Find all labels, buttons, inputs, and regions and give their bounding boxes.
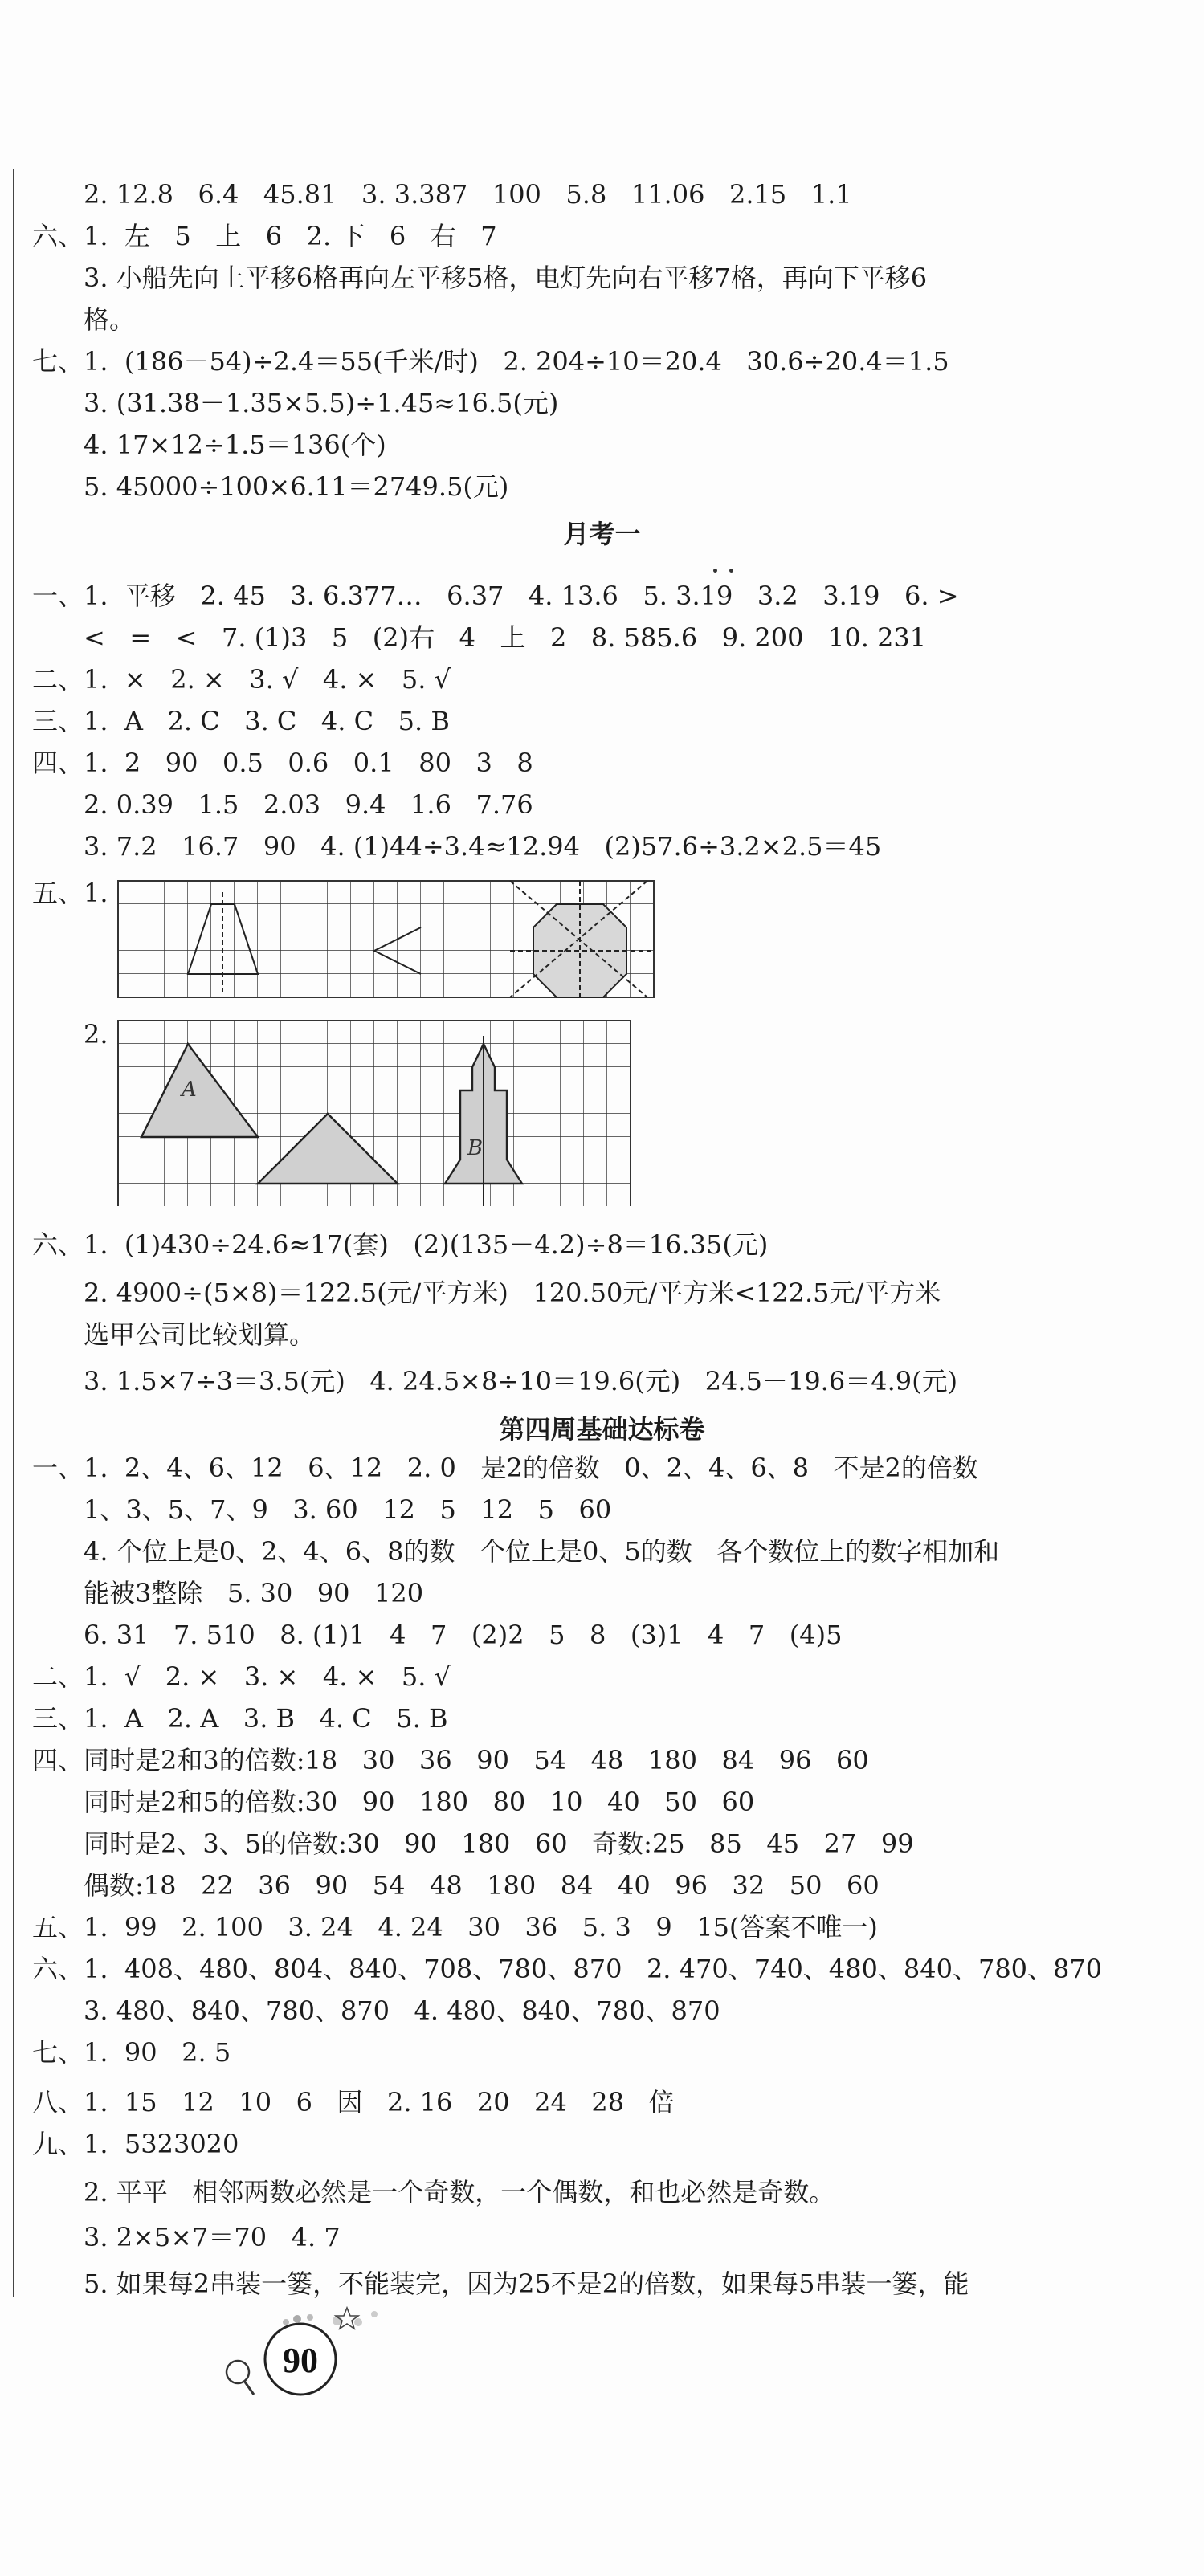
answer-line: 3. (31.38－1.35×5.5)÷1.45≈16.5(元): [84, 388, 559, 418]
octagon-shape: [533, 904, 626, 997]
star-icon: [336, 2308, 358, 2329]
answer-line: 2. 0.39 1.5 2.03 9.4 1.6 7.76: [84, 789, 533, 820]
answer-line: 2. 平平 相邻两数必然是一个奇数，一个偶数，和也必然是奇数。: [84, 2177, 835, 2207]
grid-figure-1: [117, 880, 676, 1004]
section-title: 月考一: [563, 519, 641, 549]
answer-line: 二、1. × 2. × 3. √ 4. × 5. √: [32, 664, 451, 695]
answer-line: 五、1. 99 2. 100 3. 24 4. 24 30 36 5. 3 9 15(答案不唯一): [32, 1912, 878, 1942]
figure-label-b: B: [467, 1136, 484, 1160]
answer-line: 三、1. A 2. C 3. C 4. C 5. B: [32, 706, 450, 736]
answer-line: 4. 17×12÷1.5＝136(个): [84, 430, 386, 460]
answer-line: 四、同时是2和3的倍数:18 30 36 90 54 48 180 84 96 60: [32, 1745, 869, 1775]
answer-line: 同时是2和5的倍数:30 90 180 80 10 40 50 60: [84, 1787, 755, 1817]
margin-rule: [13, 169, 14, 2297]
grid-figure-2: [117, 1020, 647, 1206]
answer-line: 格。: [84, 304, 136, 335]
answer-line: 偶数:18 22 36 90 54 48 180 84 40 96 32 50 60: [84, 1870, 880, 1901]
answer-line: 选甲公司比较划算。: [84, 1319, 316, 1350]
answer-line: 五、1.: [32, 878, 108, 908]
answer-line: 3. 480、840、780、870 4. 480、840、780、870: [84, 1995, 720, 2026]
answer-line: 3. 小船先向上平移6格再向左平移5格，电灯先向右平移7格，再向下平移6: [84, 263, 928, 293]
answer-line: 3. 2×5×7＝70 4. 7: [84, 2222, 341, 2252]
answer-line: 七、1. (186－54)÷2.4＝55(千米/时) 2. 204÷10＝20.4 30.6÷20.4＝1.5: [32, 346, 949, 377]
answer-line: 一、1. 平移 2. 45 3. 6.377… 6.37 4. 13.6 5. 3.19 3.2 3.19 6. >: [32, 581, 959, 611]
answer-line: 九、1. 5323020: [32, 2129, 239, 2159]
answer-line: 3. 7.2 16.7 90 4. (1)44÷3.4≈12.94 (2)57.6÷3.2×2.5＝45: [84, 831, 882, 862]
answer-line: 5. 如果每2串装一篓，不能装完，因为25不是2的倍数，如果每5串装一篓，能: [84, 2268, 969, 2299]
answer-line: 一、1. 2、4、6、12 6、12 2. 0 是2的倍数 0、2、4、6、8 不是2的倍数: [32, 1453, 978, 1483]
section-title: 第四周基础达标卷: [499, 1414, 705, 1445]
answer-line: 二、1. √ 2. × 3. × 4. × 5. √: [32, 1661, 451, 1692]
answer-line: 4. 个位上是0、2、4、6、8的数 个位上是0、5的数 各个数位上的数字相加和: [84, 1536, 1000, 1567]
repeating-decimal-dot: [729, 569, 733, 573]
answer-line: 八、1. 15 12 10 6 因 2. 16 20 24 28 倍: [32, 2087, 675, 2117]
answer-line: 1、3、5、7、9 3. 60 12 5 12 5 60: [84, 1494, 612, 1525]
answer-line: 六、1. 408、480、804、840、708、780、870 2. 470、740、480、840、780、870: [32, 1954, 1103, 1984]
answer-line: 5. 45000÷100×6.11＝2749.5(元): [84, 471, 509, 502]
repeating-decimal-dot: [713, 569, 717, 573]
answer-line: 2.: [84, 1019, 108, 1050]
answer-line: 同时是2、3、5的倍数:30 90 180 60 奇数:25 85 45 27 99: [84, 1828, 914, 1859]
answer-line: 3. 1.5×7÷3＝3.5(元) 4. 24.5×8÷10＝19.6(元) 24.5－19.6＝4.9(元): [84, 1366, 958, 1396]
answer-line: 能被3整除 5. 30 90 120: [84, 1578, 424, 1608]
answer-line: 六、1. 左 5 上 6 2. 下 6 右 7: [32, 221, 497, 251]
answer-line: 四、1. 2 90 0.5 0.6 0.1 80 3 8: [32, 748, 533, 778]
figure-label-a: A: [182, 1078, 197, 1102]
magnifier-icon: [227, 2361, 249, 2383]
page-number: 90: [283, 2341, 318, 2380]
answer-line: < = < 7. (1)3 5 (2)右 4 上 2 8. 585.6 9. 200 10. 231: [84, 622, 927, 653]
answer-line: 三、1. A 2. A 3. B 4. C 5. B: [32, 1703, 448, 1734]
answer-line: 2. 4900÷(5×8)＝122.5(元/平方米) 120.50元/平方米<122.5元/平方米: [84, 1278, 941, 1308]
answer-line: 六、1. (1)430÷24.6≈17(套) (2)(135－4.2)÷8＝16.35(元): [32, 1229, 769, 1260]
answer-line: 2. 12.8 6.4 45.81 3. 3.387 100 5.8 11.06 2.15 1.1: [84, 179, 852, 210]
answer-line: 七、1. 90 2. 5: [32, 2037, 231, 2068]
answer-line: 6. 31 7. 510 8. (1)1 4 7 (2)2 5 8 (3)1 4 7 (4)5: [84, 1620, 843, 1650]
page-number-badge: [217, 2305, 394, 2401]
